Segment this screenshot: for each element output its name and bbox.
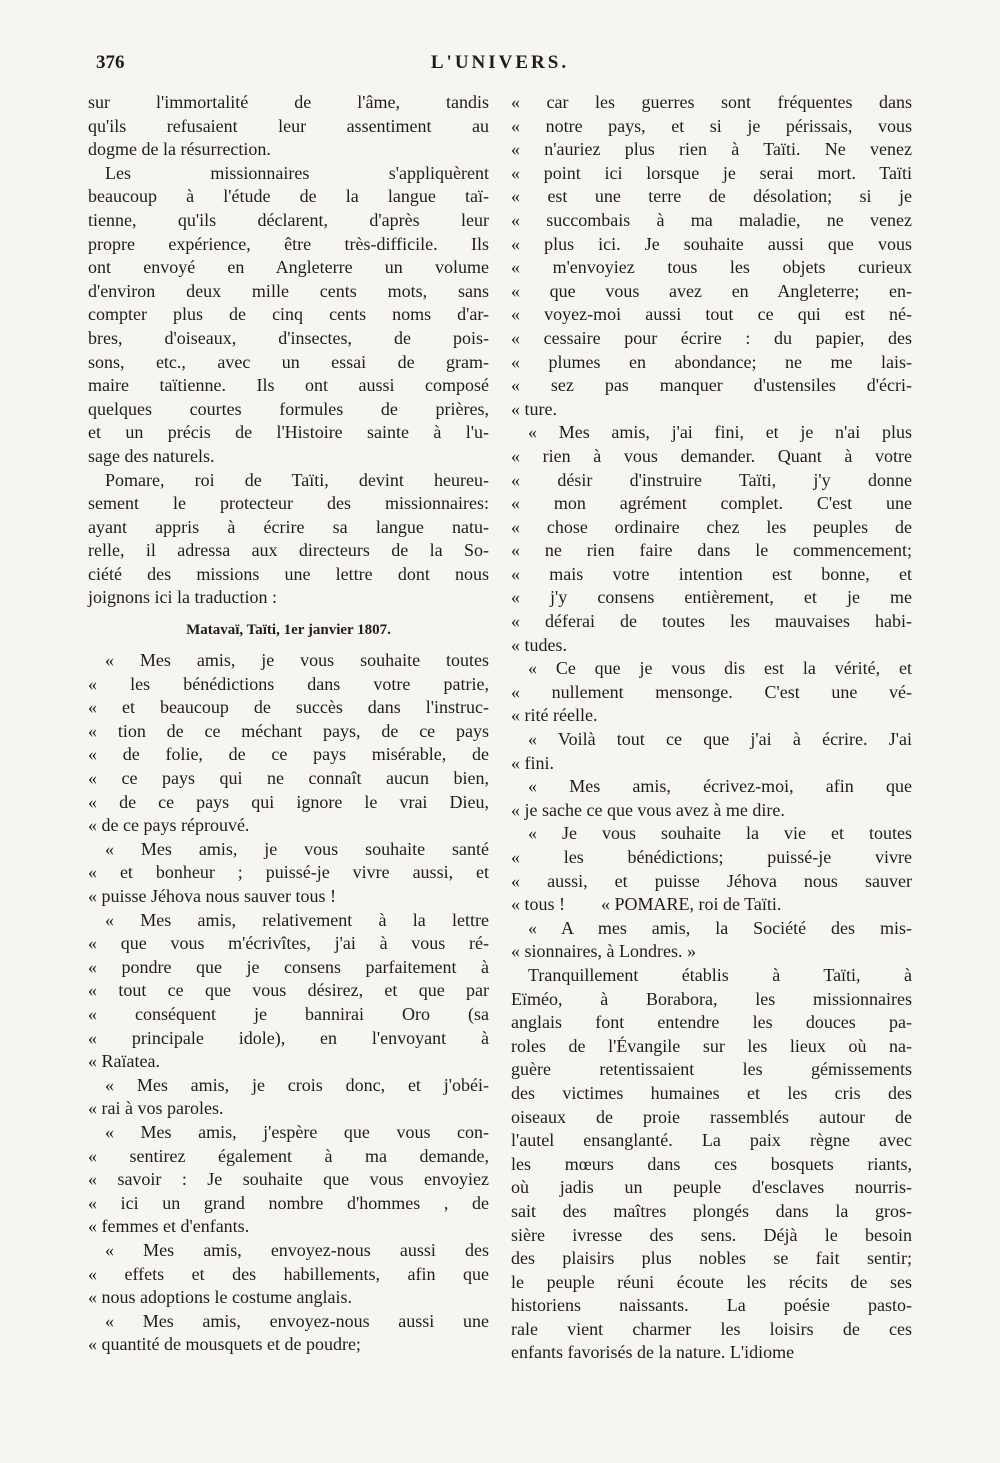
- text-line: et un précis de l'Histoire sainte à l'u-: [88, 422, 489, 443]
- text-line: Matavaï, Taïti, 1er janvier 1807.: [186, 622, 391, 639]
- paragraph: [511, 775, 912, 822]
- text-line: « mon agrément complet. C'est une: [511, 493, 912, 514]
- text-line: « fini.: [511, 752, 554, 773]
- text-columns: [88, 91, 912, 1365]
- text-line: « ture.: [511, 398, 557, 419]
- text-line: « Mes amis, relativement à la lettre: [105, 909, 489, 930]
- text-line: « notre pays, et si je périssais, vous: [511, 115, 912, 136]
- text-line: des victimes humaines et les cris des: [511, 1082, 912, 1103]
- text-line: « Mes amis, je vous souhaite santé: [105, 838, 489, 859]
- text-line: « sionnaires, à Londres. »: [511, 941, 696, 962]
- text-line: « puisse Jéhova nous sauver tous !: [88, 886, 336, 906]
- page-header: [88, 52, 912, 78]
- paragraph: [88, 469, 489, 611]
- text-line: « succombais à ma maladie, ne venez: [511, 209, 912, 230]
- paragraph: [511, 657, 912, 728]
- text-line: Tranquillement établis à Taïti, à: [528, 964, 912, 985]
- text-line: relle, il adressa aux directeurs de la So-: [88, 540, 489, 561]
- column-left: [88, 91, 489, 1365]
- text-line: guère retentissaient les gémissements: [511, 1059, 912, 1080]
- paragraph: [511, 728, 912, 775]
- text-line: l'autel ensanglanté. La paix règne avec: [511, 1130, 912, 1151]
- text-line: « cessaire pour écrire : du papier, des: [511, 327, 912, 348]
- text-line: « conséquent je bannirai Oro (sa: [88, 1003, 489, 1024]
- text-line: « tous ! « POMARE, roi de Taïti.: [511, 894, 782, 915]
- text-line: « de ce pays réprouvé.: [88, 815, 250, 836]
- paragraph: [511, 91, 912, 421]
- text-line: historiens naissants. La poésie pasto-: [511, 1295, 912, 1316]
- text-line: « m'envoyiez tous les objets curieux: [511, 257, 912, 278]
- text-line: « aussi, et puisse Jéhova nous sauver: [511, 870, 912, 891]
- running-title: L'UNIVERS.: [430, 52, 570, 73]
- text-line: « que vous m'écrivîtes, j'ai à vous ré-: [88, 933, 489, 954]
- text-line: « plumes en abondance; ne me lais-: [511, 351, 912, 372]
- paragraph: [511, 822, 912, 916]
- text-line: « plus ici. Je souhaite aussi que vous: [511, 233, 912, 254]
- text-line: « les bénédictions dans votre patrie,: [88, 673, 489, 694]
- text-line: joignons ici la traduction :: [88, 587, 277, 608]
- text-line: ayant appris à écrire sa langue natu-: [88, 516, 489, 537]
- text-line: « j'y consens entièrement, et je me: [511, 587, 912, 608]
- text-line: « Mes amis, j'espère que vous con-: [105, 1121, 489, 1142]
- text-line: « rité réelle.: [511, 705, 598, 726]
- text-line: « n'auriez plus rien à Taïti. Ne venez: [511, 139, 912, 160]
- text-line: « point ici lorsque je serai mort. Taïti: [511, 162, 912, 183]
- text-line: « ne rien faire dans le commencement;: [511, 540, 912, 561]
- text-line: « sez pas manquer d'ustensiles d'écri-: [511, 375, 912, 396]
- paragraph: [511, 964, 912, 1365]
- text-line: « tout ce que vous désirez, et que par: [88, 980, 489, 1001]
- text-line: des plaisirs plus nobles se fait sentir;: [511, 1248, 912, 1269]
- text-line: « de folie, de ce pays misérable, de: [88, 744, 489, 765]
- text-line: « je sache ce que vous avez à me dire.: [511, 799, 785, 820]
- text-line: Pomare, roi de Taïti, devint heureu-: [105, 469, 489, 490]
- text-line: le peuple réuni écoute les récits de ses: [511, 1271, 912, 1292]
- text-line: beaucoup à l'étude de la langue taï-: [88, 186, 489, 207]
- text-line: « effets et des habillements, afin que: [88, 1263, 489, 1284]
- text-line: « savoir : Je souhaite que vous envoyiez: [88, 1169, 489, 1190]
- text-line: compter plus de cinq cents noms d'ar-: [88, 304, 489, 325]
- text-line: « ce pays qui ne connaît aucun bien,: [88, 768, 489, 789]
- paragraph: [88, 1074, 489, 1121]
- text-line: « ici un grand nombre d'hommes , de: [88, 1192, 489, 1213]
- text-line: « Voilà tout ce que j'ai à écrire. J'ai: [528, 729, 912, 750]
- text-line: « de ce pays qui ignore le vrai Dieu,: [88, 791, 489, 812]
- text-line: « Mes amis, j'ai fini, et je n'ai plus: [528, 422, 912, 443]
- text-line: ciété des missions une lettre dont nous: [88, 563, 489, 584]
- column-right: [511, 91, 912, 1365]
- text-line: « nullement mensonge. C'est une vé-: [511, 681, 912, 702]
- text-line: sière ivresse des sens. Déjà le besoin: [511, 1224, 912, 1245]
- text-line: « déferai de toutes les mauvaises habi-: [511, 611, 912, 632]
- text-line: tienne, qu'ils déclarent, d'après leur: [88, 209, 489, 230]
- text-line: « est une terre de désolation; si je: [511, 186, 912, 207]
- text-line: où jadis un peuple d'esclaves nourris-: [511, 1177, 912, 1198]
- text-line: « pondre que je consens parfaitement à: [88, 956, 489, 977]
- text-line: sons, etc., avec un essai de gram-: [88, 351, 489, 372]
- text-line: « et beaucoup de succès dans l'instruc-: [88, 697, 489, 718]
- text-line: « car les guerres sont fréquentes dans: [511, 92, 912, 112]
- text-line: « désir d'instruire Taïti, j'y donne: [511, 469, 912, 490]
- paragraph: [88, 838, 489, 909]
- text-line: rale vient charmer les loisirs de ces: [511, 1318, 912, 1339]
- text-line: oiseaux de proie rassemblés autour de: [511, 1106, 912, 1127]
- text-line: dogme de la résurrection.: [88, 139, 271, 160]
- text-line: « femmes et d'enfants.: [88, 1216, 250, 1237]
- text-line: Eïméo, à Borabora, les missionnaires: [511, 988, 912, 1009]
- text-line: « Je vous souhaite la vie et toutes: [528, 823, 912, 844]
- text-line: « Mes amis, je crois donc, et j'obéi-: [105, 1074, 489, 1095]
- text-line: quelques courtes formules de prières,: [88, 398, 489, 419]
- text-line: « Mes amis, envoyez-nous aussi des: [105, 1239, 489, 1260]
- text-line: maire taïtienne. Ils ont aussi composé: [88, 375, 489, 396]
- paragraph: [88, 649, 489, 838]
- text-line: sur l'immortalité de l'âme, tandis: [88, 92, 489, 112]
- text-line: « Raïatea.: [88, 1051, 160, 1072]
- paragraph: [88, 1121, 489, 1239]
- text-line: sement le protecteur des missionnaires:: [88, 493, 489, 514]
- paragraph: [88, 909, 489, 1074]
- text-line: anglais font entendre les douces pa-: [511, 1012, 912, 1033]
- text-line: « Mes amis, je vous souhaite toutes: [105, 650, 489, 671]
- text-line: « Mes amis, écrivez-moi, afin que: [528, 776, 912, 797]
- text-line: « mais votre intention est bonne, et: [511, 563, 912, 584]
- paragraph: [88, 162, 489, 469]
- text-line: « Ce que je vous dis est la vérité, et: [528, 658, 912, 679]
- paragraph: [88, 1239, 489, 1310]
- text-line: « les bénédictions; puissé-je vivre: [511, 847, 912, 867]
- text-line: Les missionnaires s'appliquèrent: [105, 162, 489, 183]
- text-line: « Mes amis, envoyez-nous aussi une: [105, 1310, 489, 1331]
- text-line: sait des maîtres plongés dans la gros-: [511, 1200, 912, 1221]
- text-line: sage des naturels.: [88, 445, 215, 466]
- text-line: « et bonheur ; puissé-je vivre aussi, et: [88, 862, 489, 883]
- text-line: qu'ils refusaient leur assentiment au: [88, 115, 489, 136]
- text-line: « sentirez également à ma demande,: [88, 1145, 489, 1166]
- paragraph: [88, 91, 489, 162]
- paragraph: [88, 1310, 489, 1357]
- page-number: 376: [96, 52, 125, 73]
- dateline: [88, 620, 489, 640]
- text-line: « A mes amis, la Société des mis-: [528, 917, 912, 938]
- text-line: bres, d'oiseaux, d'insectes, de pois-: [88, 327, 489, 348]
- text-line: « voyez-moi aussi tout ce qui est né-: [511, 304, 912, 325]
- text-line: « que vous avez en Angleterre; en-: [511, 280, 912, 301]
- text-line: « principale idole), en l'envoyant à: [88, 1027, 489, 1048]
- paragraph: [511, 917, 912, 964]
- text-line: propre expérience, être très-difficile. Ils: [88, 233, 489, 254]
- text-line: enfants favorisés de la nature. L'idiome: [511, 1342, 795, 1363]
- text-line: « rai à vos paroles.: [88, 1098, 224, 1119]
- text-line: roles de l'Évangile sur les lieux où na-: [511, 1035, 912, 1056]
- text-line: « tudes.: [511, 634, 567, 655]
- text-line: d'environ deux mille cents mots, sans: [88, 280, 489, 301]
- text-line: « nous adoptions le costume anglais.: [88, 1287, 352, 1308]
- paragraph: [511, 421, 912, 657]
- text-line: « rien à vous demander. Quant à votre: [511, 445, 912, 466]
- text-line: « quantité de mousquets et de poudre;: [88, 1334, 361, 1355]
- text-line: « chose ordinaire chez les peuples de: [511, 516, 912, 537]
- text-line: ont envoyé en Angleterre un volume: [88, 257, 489, 278]
- text-line: les mœurs dans ces bosquets riants,: [511, 1153, 912, 1174]
- text-line: « tion de ce méchant pays, de ce pays: [88, 720, 489, 741]
